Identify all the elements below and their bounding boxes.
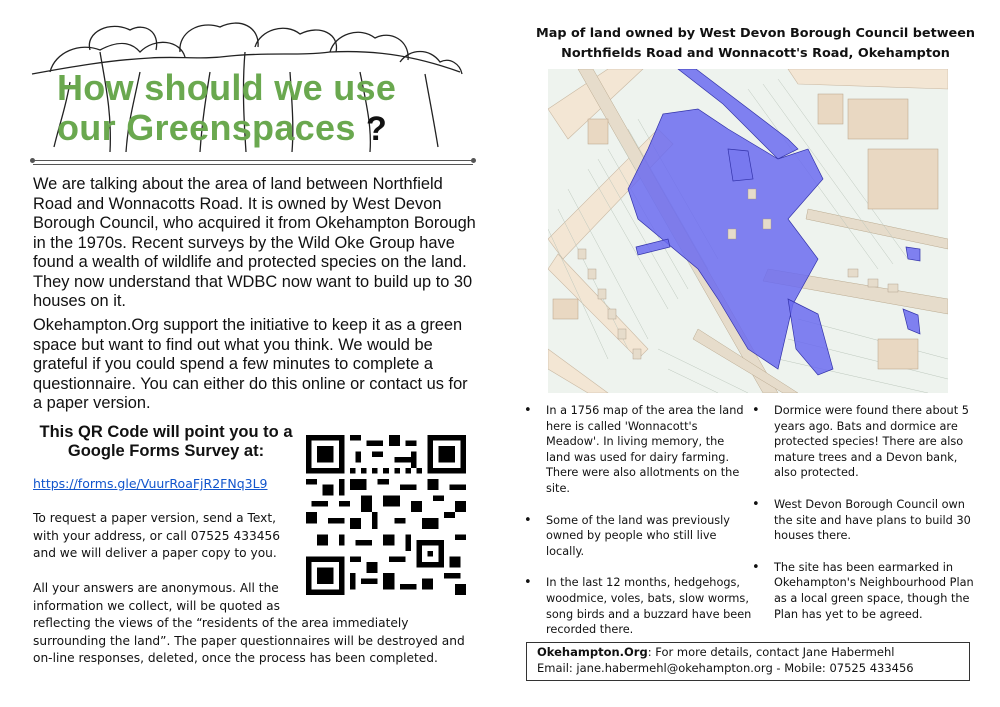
bullet-item: • West Devon Borough Council own the site and have plans to build 30 houses there.: [750, 497, 980, 544]
site-map: [548, 69, 948, 393]
page-title: [57, 68, 477, 149]
bullet-item: • In the last 12 months, hedgehogs, woodmice, voles, bats, slow worms, song birds and a buzzard have been recorded there.: [522, 575, 752, 637]
bullet-item: • Some of the land was previously owned by people who still live locally.: [522, 513, 752, 560]
title-line-1: How should we use: [57, 67, 397, 108]
intro-paragraph-2: Okehampton.Org support the initiative to keep it as a green space but want to find out what you think. We would be grateful if you could spend a few minutes to complete a questionnaire. You can either do this online or contact us for a paper version.: [33, 316, 468, 412]
title-line-2: our Greenspaces ?: [57, 107, 388, 148]
map-title: Map of land owned by West Devon Borough Council between Northfields Road and Wonnacott's Road, Okehampton: [536, 26, 975, 61]
bullet-item: • Dormice were found there about 5 years ago. Bats and dormice are protected species! There are also mature trees and a Devon bank, also protected.: [750, 403, 980, 481]
qr-heading: This QR Code will point you to a Google Forms Survey at:: [39, 423, 293, 460]
contact-org: Okehampton.Org: [537, 645, 648, 659]
contact-line-1: Okehampton.Org: For more details, contact Jane Habermehl: [537, 645, 895, 659]
contact-line-2: Email: jane.habermehl@okehampton.org - Mobile: 07525 433456: [537, 661, 914, 675]
anonymity-text-2: reflecting the views of the “residents of the area immediately surrounding the land”. The paper questionnaires will be destroyed and on-line responses, deleted, once the process has been completed.: [33, 616, 465, 665]
divider: [33, 160, 473, 165]
bullet-item: • In a 1756 map of the area the land here is called 'Wonnacott's Meadow'. In living memory, the land was used for dairy farming. There were also allotments on the site.: [522, 403, 752, 497]
anonymity-text-1: All your answers are anonymous. All the information we collect, will be quoted as: [33, 581, 280, 613]
title-question-mark: ?: [365, 110, 388, 148]
bullets-left: [522, 403, 752, 654]
bullets-right: [750, 403, 980, 638]
qr-code[interactable]: [306, 434, 466, 596]
survey-link[interactable]: https://forms.gle/VuurRoaFjR2FNq3L9: [33, 476, 268, 491]
contact-box: [526, 642, 970, 681]
bullet-item: • The site has been earmarked in Okehampton's Neighbourhood Plan as a local green space, though the Plan has yet to be agreed.: [750, 560, 980, 622]
paper-request-text: To request a paper version, send a Text, with your address, or call 07525 433456 and we will deliver a paper copy to you.: [33, 511, 280, 560]
intro-paragraph-1: We are talking about the area of land between Northfield Road and Wonnacotts Road. It is owned by West Devon Borough Council, who acquired it from Okehampton Borough in the 1970s. Recent surveys by the Wild Oke Group have found a wealth of wildlife and protected species on the land. They now understand that WDBC now want to build up to 30 houses on it.: [33, 175, 476, 310]
